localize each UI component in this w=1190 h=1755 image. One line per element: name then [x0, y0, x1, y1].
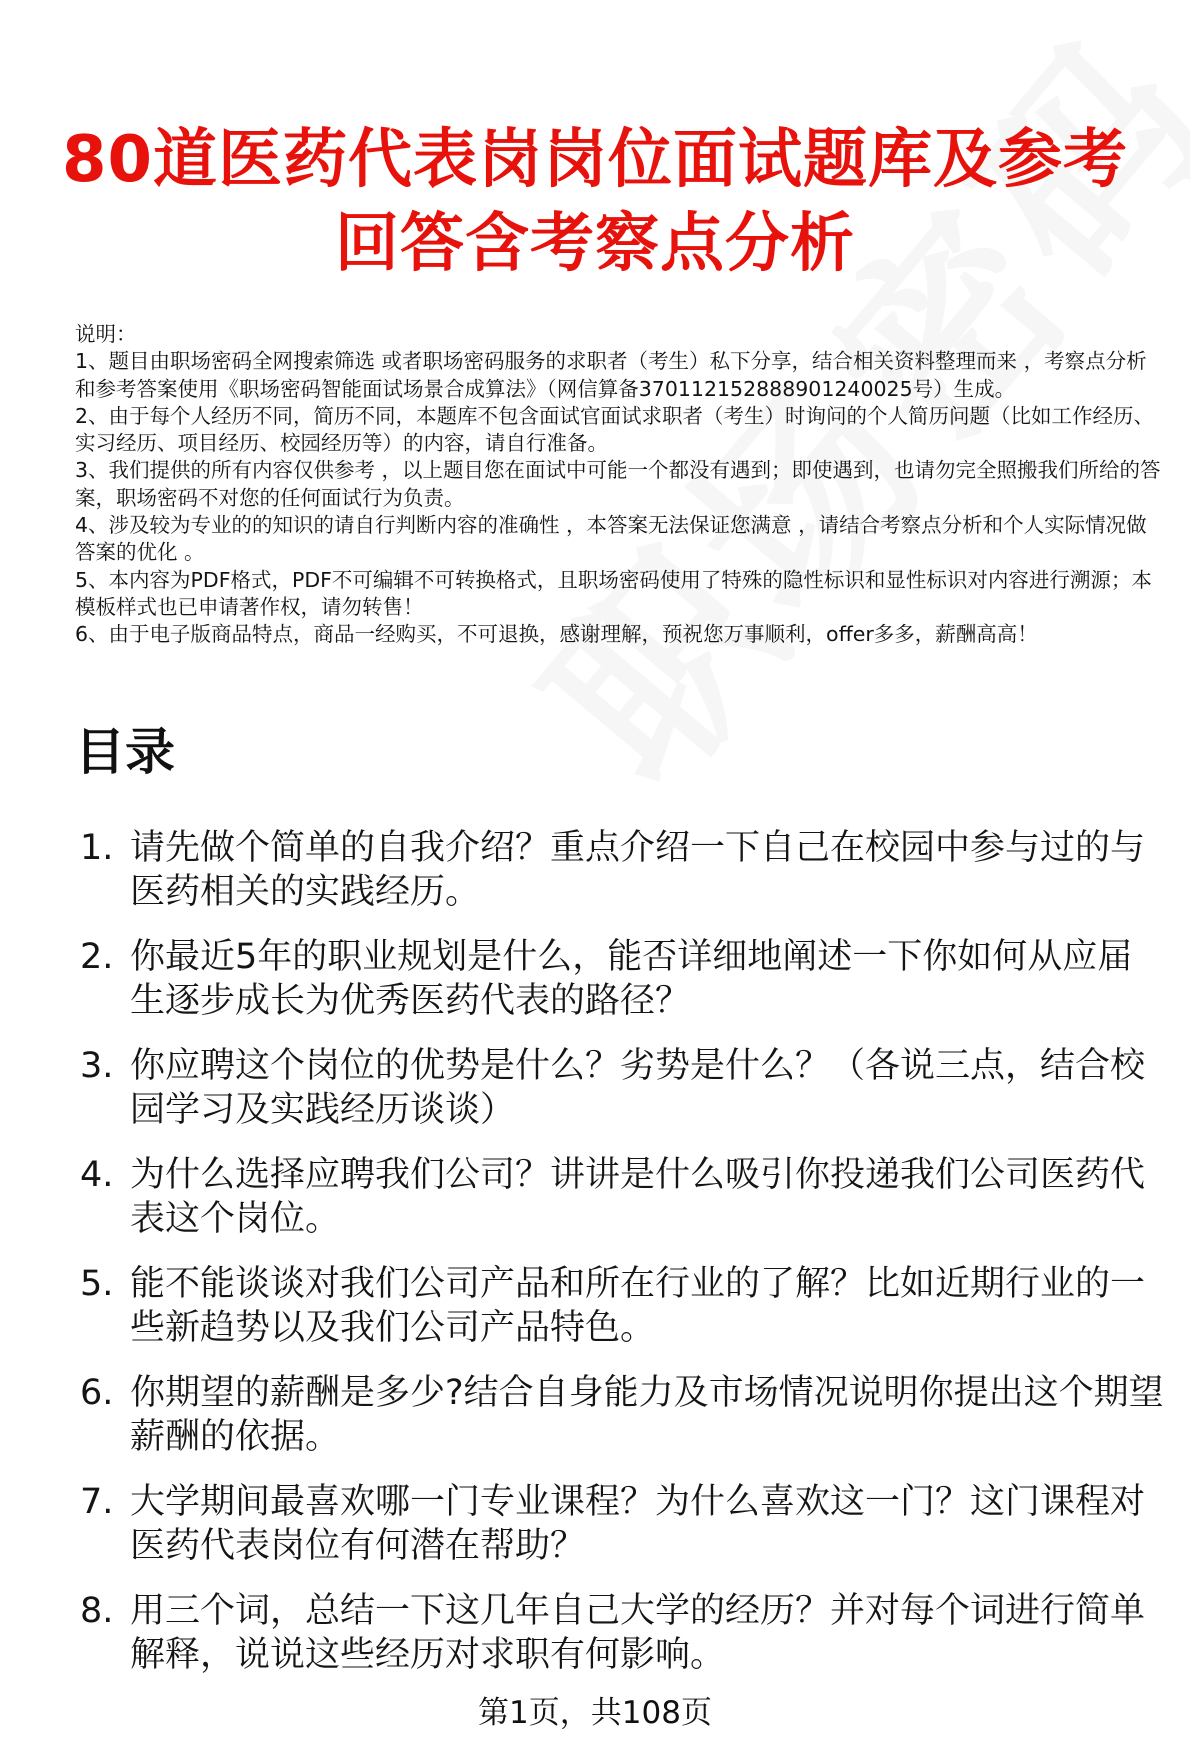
note-item: 2、由于每个人经历不同，简历不同，本题库不包含面试官面试求职者（考生）时询问的个人简历问题（比如工作经历、实习经历、项目经历、校园经历等）的内容，请自行准备。 — [75, 403, 1155, 456]
toc-item[interactable] — [75, 1371, 1165, 1459]
toc-list — [75, 826, 1165, 1698]
toc-item-number: 7. — [80, 1482, 114, 1522]
note-item: 4、涉及较为专业的的知识的请自行判断内容的准确性 ，本答案无法保证您满意 ，请结合考察点分析和个人实际情况做答案的优化 。 — [75, 513, 1147, 565]
toc-item-text: 大学期间最喜欢哪一门专业课程？为什么喜欢这一门？这门课程对医药代表岗位有何潜在帮助？ — [130, 1482, 1146, 1566]
notes-section — [75, 321, 1165, 649]
toc-item-number: 4. — [80, 1155, 114, 1195]
notes-heading: 说明： — [75, 322, 137, 346]
toc-item-text: 你期望的薪酬是多少?结合自身能力及市场情况说明你提出这个期望薪酬的依据。 — [130, 1373, 1164, 1457]
document-title: 80道医药代表岗岗位面试题库及参考回答含考察点分析 — [61, 123, 1129, 281]
toc-item-number: 2. — [80, 937, 114, 977]
toc-item-number: 6. — [80, 1373, 114, 1413]
toc-item[interactable] — [75, 1153, 1165, 1241]
note-item: 1、题目由职场密码全网搜索筛选 或者职场密码服务的求职者（考生）私下分享，结合相关资料整理而来 ，考察点分析和参考答案使用《职场密码智能面试场景合成算法》（网信算备370112152888901240025号）生成。 — [75, 349, 1147, 401]
toc-item-text: 请先做个简单的自我介绍？重点介绍一下自己在校园中参与过的与医药相关的实践经历。 — [130, 828, 1146, 912]
page-footer: 第1页，共108页 — [478, 1695, 712, 1731]
note-item: 5、本内容为PDF格式，PDF不可编辑不可转换格式，且职场密码使用了特殊的隐性标识和显性标识对内容进行溯源；本模板样式也已申请著作权，请勿转售！ — [75, 567, 1152, 619]
toc-item-text: 能不能谈谈对我们公司产品和所在行业的了解？比如近期行业的一些新趋势以及我们公司产品特色。 — [130, 1264, 1146, 1348]
toc-item[interactable] — [75, 1262, 1165, 1350]
toc-item-text: 你最近5年的职业规划是什么，能否详细地阐述一下你如何从应届生逐步成长为优秀医药代表的路径？ — [130, 937, 1133, 1021]
toc-item[interactable] — [75, 935, 1165, 1023]
toc-item-text: 为什么选择应聘我们公司？讲讲是什么吸引你投递我们公司医药代表这个岗位。 — [130, 1155, 1146, 1239]
toc-item-text: 你应聘这个岗位的优势是什么？劣势是什么？（各说三点，结合校园学习及实践经历谈谈） — [130, 1046, 1146, 1130]
toc-item-number: 8. — [80, 1591, 114, 1631]
toc-item-number: 3. — [80, 1046, 114, 1086]
toc-item-number: 1. — [80, 828, 114, 868]
note-item: 6、由于电子版商品特点，商品一经购买，不可退换，感谢理解，预祝您万事顺利，offer多多，薪酬高高！ — [75, 622, 1038, 647]
toc-item[interactable] — [75, 1044, 1165, 1132]
toc-item[interactable] — [75, 1589, 1165, 1677]
toc-item[interactable] — [75, 1480, 1165, 1568]
note-item: 3、我们提供的所有内容仅供参考 ，以上题目您在面试中可能一个都没有遇到；即使遇到，也请勿完全照搬我们所给的答案，职场密码不对您的任何面试行为负责。 — [75, 458, 1161, 510]
toc-item[interactable] — [75, 826, 1165, 914]
toc-item-number: 5. — [80, 1264, 114, 1304]
toc-heading: 目录 — [75, 723, 175, 781]
toc-item-text: 用三个词，总结一下这几年自己大学的经历？并对每个词进行简单解释，说说这些经历对求职有何影响。 — [130, 1591, 1146, 1675]
